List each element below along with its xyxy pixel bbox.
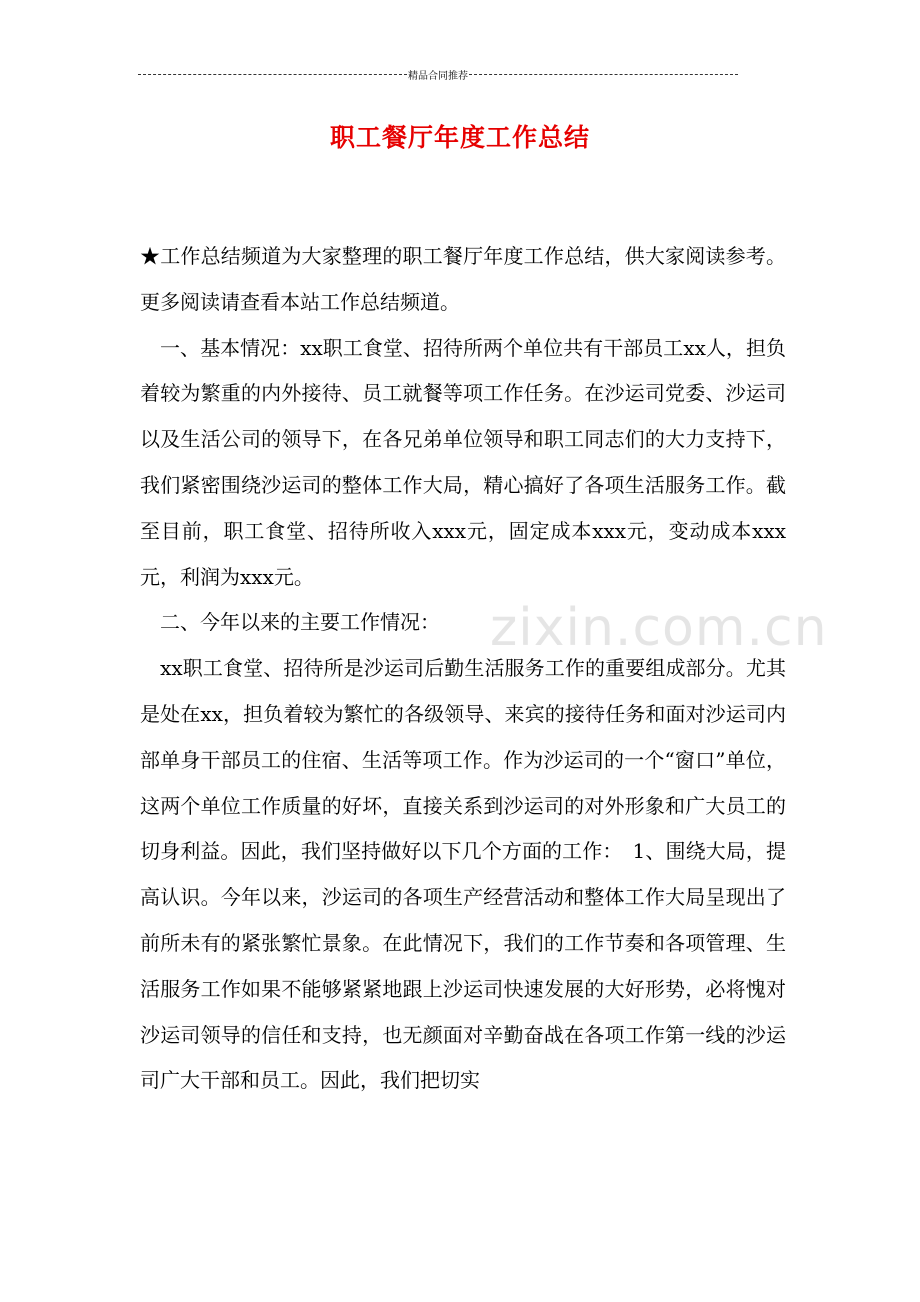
paragraph-main-work: xx职工食堂、招待所是沙运司后勤生活服务工作的重要组成部分。尤其是处在xx，担负着较为繁忙的各级领导、来宾的接待任务和面对沙运司内部单身干部员工的住宿、生活等项工作。作为沙运司的一个“窗口”单位，这两个单位工作质量的好坏，直接关系到沙运司的对外形象和广大员工的切身利益。因此，我们坚持做好以下几个方面的工作： 1、围绕大局，提高认识。今年以来，沙运司的各项生产经营活动和整体工作大局呈现出了前所未有的紧张繁忙景象。在此情况下，我们的工作节奏和各项管理、生活服务工作如果不能够紧紧地跟上沙运司快速发展的大好形势，必将愧对沙运司领导的信任和支持，也无颜面对辛勤奋战在各项工作第一线的沙运司广大干部和员工。因此，我们把切实 [140, 656, 786, 1093]
document-title: 职工餐厅年度工作总结 [329, 123, 590, 152]
paragraph-section-heading: 二、今年以来的主要工作情况： [140, 610, 440, 635]
paragraph-intro: ★工作总结频道为大家整理的职工餐厅年度工作总结，供大家阅读参考。更多阅读请查看本站工作总结频道。 [140, 244, 786, 314]
header-dash-right [469, 74, 738, 75]
paragraph-basic-situation: 一、基本情况：xx职工食堂、招待所两个单位共有干部员工xx人，担负着较为繁重的内外接待、员工就餐等项工作任务。在沙运司党委、沙运司以及生活公司的领导下，在各兄弟单位领导和职工同志们的大力支持下，我们紧密围绕沙运司的整体工作大局，精心搞好了各项生活服务工作。截至目前，职工食堂、招待所收入xxx元，固定成本xxx元，变动成本xxx元，利润为xxx元。 [140, 335, 786, 589]
header-label: 精品合同推荐 [408, 70, 468, 82]
watermark-text: zixin.com.cn [490, 598, 828, 658]
header-dash-left [138, 74, 407, 75]
page-header [138, 66, 738, 82]
document-body [140, 234, 786, 1104]
